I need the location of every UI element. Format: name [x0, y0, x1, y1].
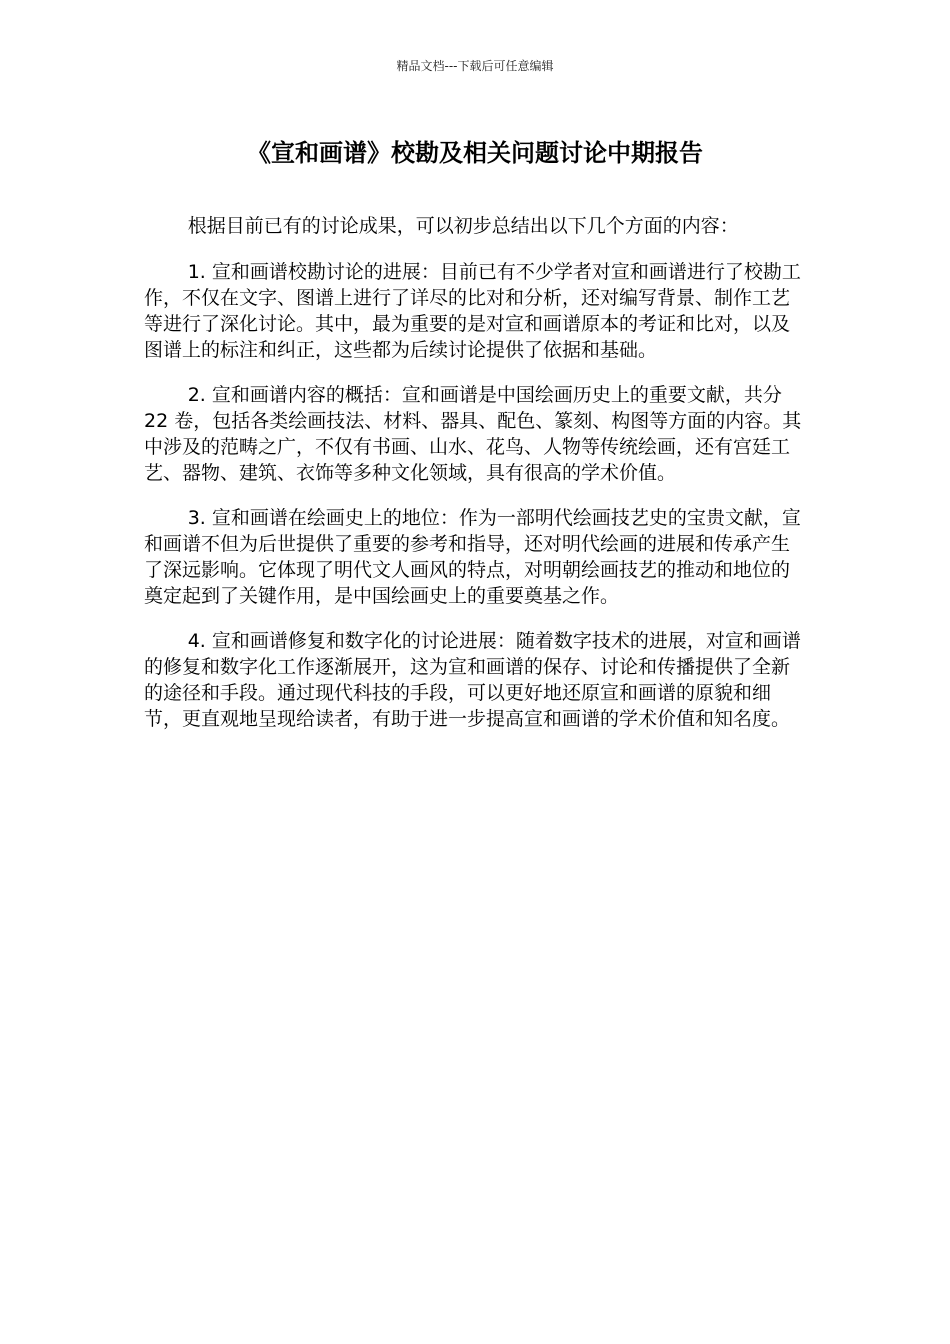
list-item-2: 2. 宣和画谱内容的概括：宣和画谱是中国绘画历史上的重要文献，共分 22 卷，包括各类绘画技法、材料、器具、配色、篆刻、构图等方面的内容。其中涉及的范畴之广，不仅有书画、山水、花鸟、人物等传统绘画，还有宫廷工艺、器物、建筑、衣饰等多种文化领域，具有很高的学术价值。 [144, 384, 802, 484]
list-item-3: 3. 宣和画谱在绘画史上的地位：作为一部明代绘画技艺史的宝贵文献，宣和画谱不但为后世提供了重要的参考和指导，还对明代绘画的进展和传承产生了深远影响。它体现了明代文人画风的特点，对明朝绘画技艺的推动和地位的奠定起到了关键作用，是中国绘画史上的重要奠基之作。 [144, 507, 801, 607]
intro-paragraph: 根据目前已有的讨论成果，可以初步总结出以下几个方面的内容： [187, 215, 739, 237]
list-item-1: 1. 宣和画谱校勘讨论的进展：目前已有不少学者对宣和画谱进行了校勘工作，不仅在文字、图谱上进行了详尽的比对和分析，还对编写背景、制作工艺等进行了深化讨论。其中，最为重要的是对宣和画谱原本的考证和比对，以及图谱上的标注和纠正，这些都为后续讨论提供了依据和基础。 [144, 261, 801, 361]
list-item-4: 4. 宣和画谱修复和数字化的讨论进展：随着数字技术的进展，对宣和画谱的修复和数字化工作逐渐展开，这为宣和画谱的保存、讨论和传播提供了全新的途径和手段。通过现代科技的手段，可以更好地还原宣和画谱的原貌和细节，更直观地呈现给读者，有助于进一步提高宣和画谱的学术价值和知名度。 [144, 630, 801, 730]
document-body [144, 213, 806, 751]
header-note: 精品文档---下载后可任意编辑 [396, 59, 554, 73]
page-title: 《宣和画谱》校勘及相关问题讨论中期报告 [247, 139, 703, 167]
